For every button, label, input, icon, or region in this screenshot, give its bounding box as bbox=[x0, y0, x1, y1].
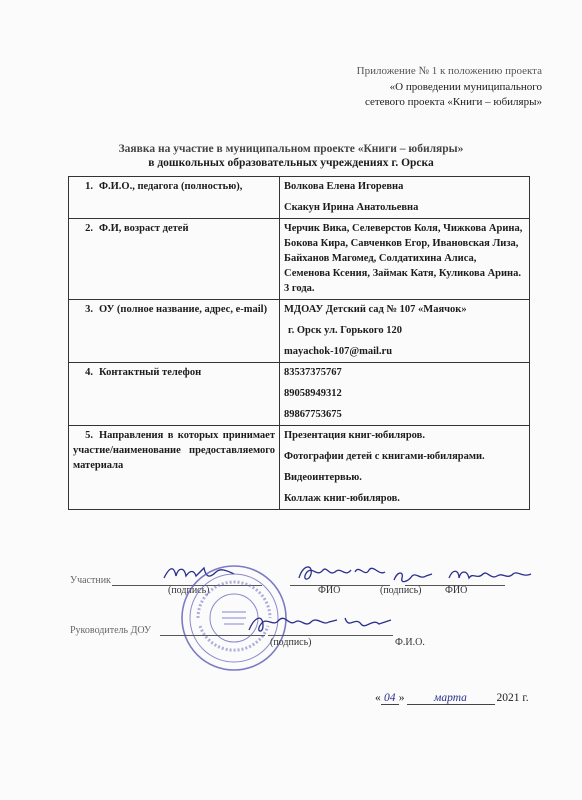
signature-caption: (подпись) bbox=[168, 585, 210, 596]
children-list: Черчик Вика, Селеверстов Коля, Чижкова Арина, Бокова Кира, Савченков Егор, Ивановская Лиза, Байханов Магомед, Солдатихина Алиса, Семенова Ксения, Займак Катя, Куликова Арина. 3 года. bbox=[284, 223, 523, 294]
document-title-line-2: в дошкольных образовательных учреждениях г. Орска bbox=[148, 157, 434, 169]
row-label-cell bbox=[69, 177, 280, 219]
material-item: Фотографии детей с книгами-юбилярами. bbox=[284, 451, 485, 462]
head-fio-caption: Ф.И.О. bbox=[395, 637, 425, 648]
date-close-quote: » bbox=[398, 692, 405, 704]
material-item: Презентация книг-юбиляров. bbox=[284, 430, 425, 441]
handwritten-signature bbox=[295, 560, 390, 586]
handwritten-signature bbox=[445, 564, 535, 586]
document-title-line-1: Заявка на участие в муниципальном проекте «Книги – юбиляры» bbox=[118, 143, 464, 155]
date-open-quote: « bbox=[375, 692, 381, 704]
application-form-table bbox=[68, 176, 530, 510]
row-value-cell bbox=[280, 177, 530, 219]
row-label: Контактный телефон bbox=[99, 367, 202, 378]
head-label: Руководитель ДОУ bbox=[70, 625, 152, 636]
material-item: Видеоинтервью. bbox=[284, 472, 362, 483]
row-label-cell bbox=[69, 300, 280, 363]
row-number: 2. bbox=[85, 223, 93, 234]
date-year: 2021 г. bbox=[496, 692, 529, 704]
table-row bbox=[69, 177, 530, 219]
row-label: Ф.И, возраст детей bbox=[99, 223, 189, 234]
date-line bbox=[375, 692, 529, 705]
date-day: 04 bbox=[381, 692, 399, 705]
table-row bbox=[69, 363, 530, 426]
row-label-cell bbox=[69, 363, 280, 426]
table-row bbox=[69, 300, 530, 363]
row-number: 1. bbox=[85, 181, 93, 192]
institution-address: г. Орск ул. Горького 120 bbox=[288, 325, 402, 336]
row-value-cell bbox=[280, 426, 530, 510]
table-row bbox=[69, 426, 530, 510]
handwritten-signature bbox=[245, 610, 395, 638]
row-label: ОУ (полное название, адрес, e-mail) bbox=[99, 304, 268, 315]
date-month: марта bbox=[407, 692, 495, 705]
row-number: 5. bbox=[85, 430, 93, 441]
signature-caption: (подпись) bbox=[380, 585, 422, 596]
row-value-cell bbox=[280, 219, 530, 300]
row-value-cell bbox=[280, 363, 530, 426]
row-value-cell bbox=[280, 300, 530, 363]
material-item: Коллаж книг-юбиляров. bbox=[284, 493, 400, 504]
institution-email: mayachok-107@mail.ru bbox=[284, 346, 393, 357]
table-row bbox=[69, 219, 530, 300]
teacher-name: Волкова Елена Игоревна bbox=[284, 181, 404, 192]
row-label: Ф.И.О., педагога (полностью), bbox=[99, 181, 243, 192]
head-signature-caption: (подпись) bbox=[270, 637, 312, 648]
institution-name: МДОАУ Детский сад № 107 «Маячок» bbox=[284, 304, 467, 315]
row-label-cell bbox=[69, 219, 280, 300]
phone-number: 89058949312 bbox=[284, 388, 342, 399]
row-label-cell bbox=[69, 426, 280, 510]
header-line-3: сетевого проекта «Книги – юбиляры» bbox=[364, 96, 542, 108]
fio-caption: ФИО bbox=[445, 585, 468, 596]
handwritten-signature bbox=[390, 566, 435, 586]
header-line-2: «О проведении муниципального bbox=[389, 81, 542, 93]
phone-number: 83537375767 bbox=[284, 367, 342, 378]
row-number: 3. bbox=[85, 304, 93, 315]
row-number: 4. bbox=[85, 367, 93, 378]
participant-label: Участник bbox=[70, 575, 111, 586]
header-line-1: Приложение № 1 к положению проекта bbox=[356, 65, 542, 77]
teacher-name: Скакун Ирина Анатольевна bbox=[284, 202, 419, 213]
row-label: Направления в которых принимает участие/наименование предоставляемого материала bbox=[73, 430, 275, 471]
phone-number: 89867753675 bbox=[284, 409, 342, 420]
fio-caption: ФИО bbox=[318, 585, 341, 596]
